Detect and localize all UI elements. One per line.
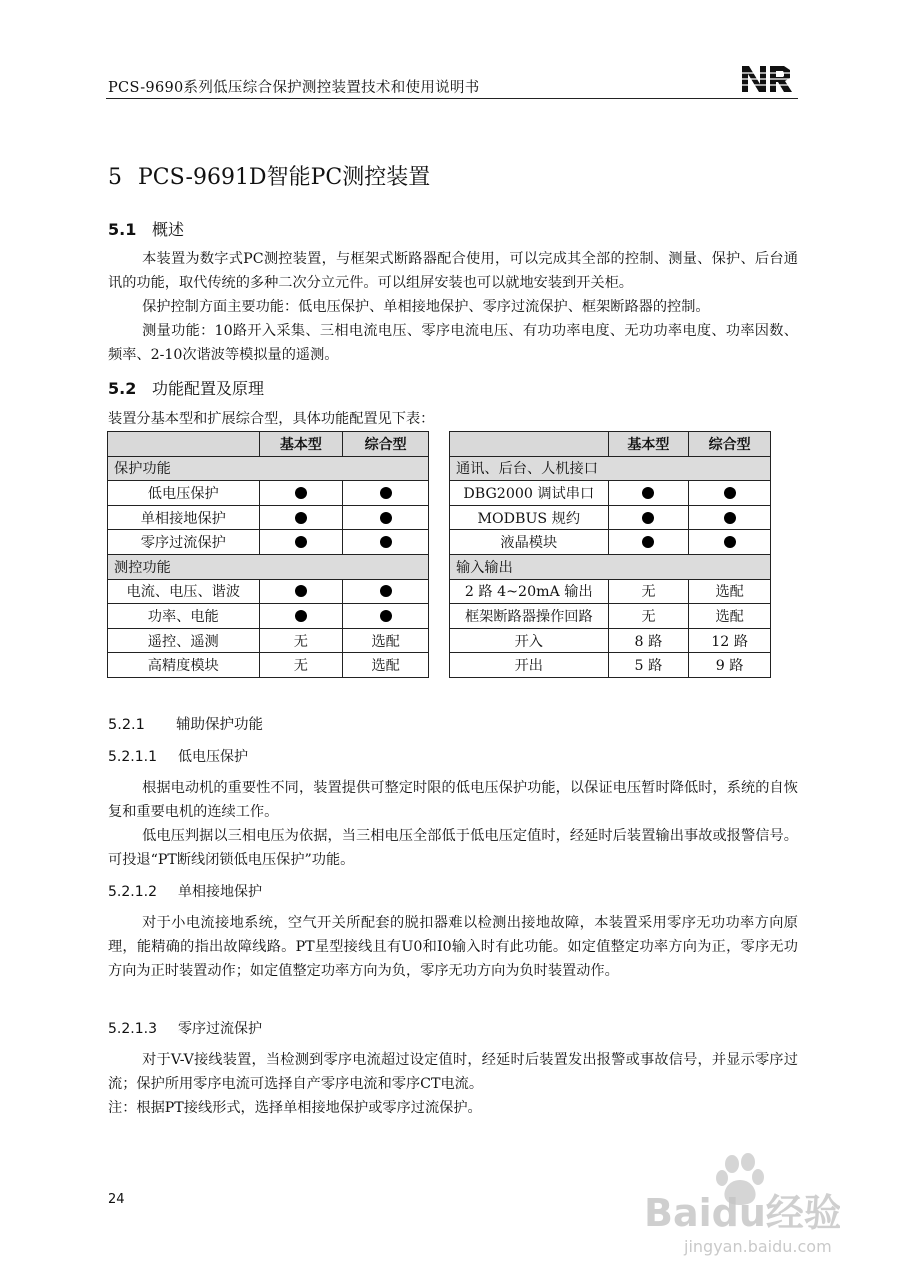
table-header-row [108, 432, 429, 457]
full-type-cell: 9 路 [689, 653, 771, 678]
table-row [108, 505, 429, 530]
supported-dot-icon [642, 512, 654, 524]
table-group-row [450, 554, 771, 579]
overview-paragraph-1: 本装置为数字式PC测控装置，与框架式断路器配合使用，可以完成其全部的控制、测量、保护、后台通讯的功能，取代传统的多种二次分立元件。可以组屏安装也可以就地安装到开关柜。 [108, 251, 798, 291]
feature-label-cell: 电流、电压、谐波 [108, 579, 260, 604]
table-row [450, 579, 771, 604]
supported-dot-icon [295, 585, 307, 597]
zero-seq-paragraph: 对于V-V接线装置，当检测到零序电流超过设定值时，经延时后装置发出报警或事故信号，并显示零序过流；保护所用零序电流可选择自产零序电流和零序CT电流。 [108, 1052, 798, 1092]
table-header-row [450, 432, 771, 457]
header-divider [106, 98, 798, 99]
table-row [108, 653, 429, 678]
supported-dot-icon [380, 512, 392, 524]
table-row [108, 530, 429, 555]
table-row [108, 579, 429, 604]
basic-type-cell [608, 530, 689, 555]
full-type-cell [689, 505, 771, 530]
table-group-row [108, 456, 429, 481]
protection-note: 注：根据PT接线形式，选择单相接地保护或零序过流保护。 [108, 1100, 482, 1116]
feature-label-cell: 2 路 4~20mA 输出 [450, 579, 609, 604]
table-row [450, 481, 771, 506]
table-row [108, 628, 429, 653]
section-number: 5.2.1.3 [108, 1021, 157, 1037]
basic-type-cell [259, 481, 343, 506]
section-number: 5.2.1 [108, 717, 145, 733]
header-cell-full: 综合型 [343, 432, 429, 457]
feature-label-cell: MODBUS 规约 [450, 505, 609, 530]
section-heading-5-2-1-3 [108, 1018, 262, 1038]
basic-type-cell: 无 [259, 628, 343, 653]
basic-type-cell: 5 路 [608, 653, 689, 678]
watermark-brand: Baidu经验 [644, 1191, 840, 1235]
section-heading-5-2 [108, 376, 264, 399]
full-type-cell [343, 505, 429, 530]
basic-type-cell [608, 481, 689, 506]
section-title: 辅助保护功能 [176, 717, 263, 733]
supported-dot-icon [724, 487, 736, 499]
table-row [450, 628, 771, 653]
section-heading-5-2-1-2 [108, 881, 262, 901]
section-number: 5.1 [108, 220, 137, 239]
basic-type-cell: 无 [259, 653, 343, 678]
header-cell-basic: 基本型 [259, 432, 343, 457]
feature-label-cell: DBG2000 调试串口 [450, 481, 609, 506]
feature-label-cell: 高精度模块 [108, 653, 260, 678]
baidu-jingyan-watermark [640, 1150, 840, 1260]
header-cell-full: 综合型 [689, 432, 771, 457]
ground-fault-paragraph: 对于小电流接地系统，空气开关所配套的脱扣器难以检测出接地故障，本装置采用零序无功功率方向原理，能精确的指出故障线路。PT星型接线且有U0和I0输入时有此功能。如定值整定功率方向为正，零序无功方向为正时装置动作；如定值整定功率方向为负，零序无功方向为负时装置动作。 [108, 915, 798, 979]
supported-dot-icon [642, 487, 654, 499]
section-title: 功能配置及原理 [152, 379, 265, 398]
running-header-title: PCS-9690系列低压综合保护测控装置技术和使用说明书 [108, 80, 480, 96]
chapter-title: PCS-9691D智能PC测控装置 [138, 165, 431, 190]
basic-type-cell [259, 604, 343, 629]
section-title: 低电压保护 [178, 749, 248, 765]
section-heading-5-2-1-1 [108, 746, 248, 766]
full-type-cell: 选配 [689, 579, 771, 604]
full-type-cell [343, 579, 429, 604]
section-title: 概述 [152, 220, 185, 239]
basic-type-cell [259, 505, 343, 530]
config-intro: 装置分基本型和扩展综合型，具体功能配置见下表： [108, 411, 435, 427]
supported-dot-icon [380, 536, 392, 548]
full-type-cell [343, 530, 429, 555]
group-label-cell: 保护功能 [108, 456, 429, 481]
watermark-url: jingyan.baidu.com [684, 1237, 832, 1256]
table-row [450, 653, 771, 678]
function-config-table-left [107, 431, 429, 678]
overview-paragraph-2: 保护控制方面主要功能：低电压保护、单相接地保护、零序过流保护、框架断路器的控制。 [142, 299, 710, 315]
section-number: 5.2 [108, 379, 137, 398]
group-label-cell: 通讯、后台、人机接口 [450, 456, 771, 481]
full-type-cell: 选配 [689, 604, 771, 629]
chapter-heading [108, 160, 430, 191]
feature-label-cell: 液晶模块 [450, 530, 609, 555]
group-label-cell: 测控功能 [108, 554, 429, 579]
group-label-cell: 输入输出 [450, 554, 771, 579]
full-type-cell [343, 481, 429, 506]
supported-dot-icon [380, 585, 392, 597]
section-title: 单相接地保护 [178, 884, 262, 900]
table-row [108, 604, 429, 629]
function-config-table-right [449, 431, 771, 678]
feature-label-cell: 开入 [450, 628, 609, 653]
feature-label-cell: 单相接地保护 [108, 505, 260, 530]
full-type-cell [343, 604, 429, 629]
table-group-row [108, 554, 429, 579]
table-row [450, 505, 771, 530]
feature-label-cell: 开出 [450, 653, 609, 678]
table-group-row [450, 456, 771, 481]
feature-label-cell: 遥控、遥测 [108, 628, 260, 653]
supported-dot-icon [295, 536, 307, 548]
supported-dot-icon [642, 536, 654, 548]
supported-dot-icon [295, 512, 307, 524]
feature-label-cell: 低电压保护 [108, 481, 260, 506]
supported-dot-icon [380, 487, 392, 499]
basic-type-cell: 无 [608, 579, 689, 604]
full-type-cell [689, 481, 771, 506]
undervoltage-paragraph-1: 根据电动机的重要性不同，装置提供可整定时限的低电压保护功能，以保证电压暂时降低时，系统的自恢复和重要电机的连续工作。 [108, 780, 798, 820]
basic-type-cell [259, 530, 343, 555]
header-cell-empty [108, 432, 260, 457]
feature-label-cell: 框架断路器操作回路 [450, 604, 609, 629]
supported-dot-icon [724, 512, 736, 524]
supported-dot-icon [724, 536, 736, 548]
basic-type-cell: 无 [608, 604, 689, 629]
full-type-cell: 选配 [343, 653, 429, 678]
overview-paragraph-3: 测量功能：10路开入采集、三相电流电压、零序电流电压、有功功率电度、无功功率电度、功率因数、频率、2-10次谐波等模拟量的遥测。 [108, 323, 798, 363]
header-cell-empty [450, 432, 609, 457]
section-number: 5.2.1.2 [108, 884, 157, 900]
chapter-number: 5 [108, 165, 122, 190]
section-heading-5-1 [108, 217, 184, 240]
undervoltage-paragraph-2: 低电压判据以三相电压为依据，当三相电压全部低于低电压定值时，经延时后装置输出事故或报警信号。可投退“PT断线闭锁低电压保护”功能。 [108, 828, 798, 868]
section-title: 零序过流保护 [178, 1021, 262, 1037]
basic-type-cell: 8 路 [608, 628, 689, 653]
table-row [450, 530, 771, 555]
supported-dot-icon [295, 610, 307, 622]
full-type-cell: 选配 [343, 628, 429, 653]
header-cell-basic: 基本型 [608, 432, 689, 457]
table-row [450, 604, 771, 629]
section-heading-5-2-1 [108, 713, 263, 734]
full-type-cell [689, 530, 771, 555]
page-number: 24 [108, 1192, 125, 1207]
supported-dot-icon [380, 610, 392, 622]
table-row [108, 481, 429, 506]
basic-type-cell [608, 505, 689, 530]
feature-label-cell: 功率、电能 [108, 604, 260, 629]
supported-dot-icon [295, 487, 307, 499]
full-type-cell: 12 路 [689, 628, 771, 653]
feature-label-cell: 零序过流保护 [108, 530, 260, 555]
section-number: 5.2.1.1 [108, 749, 157, 765]
basic-type-cell [259, 579, 343, 604]
nr-logo [740, 62, 798, 96]
